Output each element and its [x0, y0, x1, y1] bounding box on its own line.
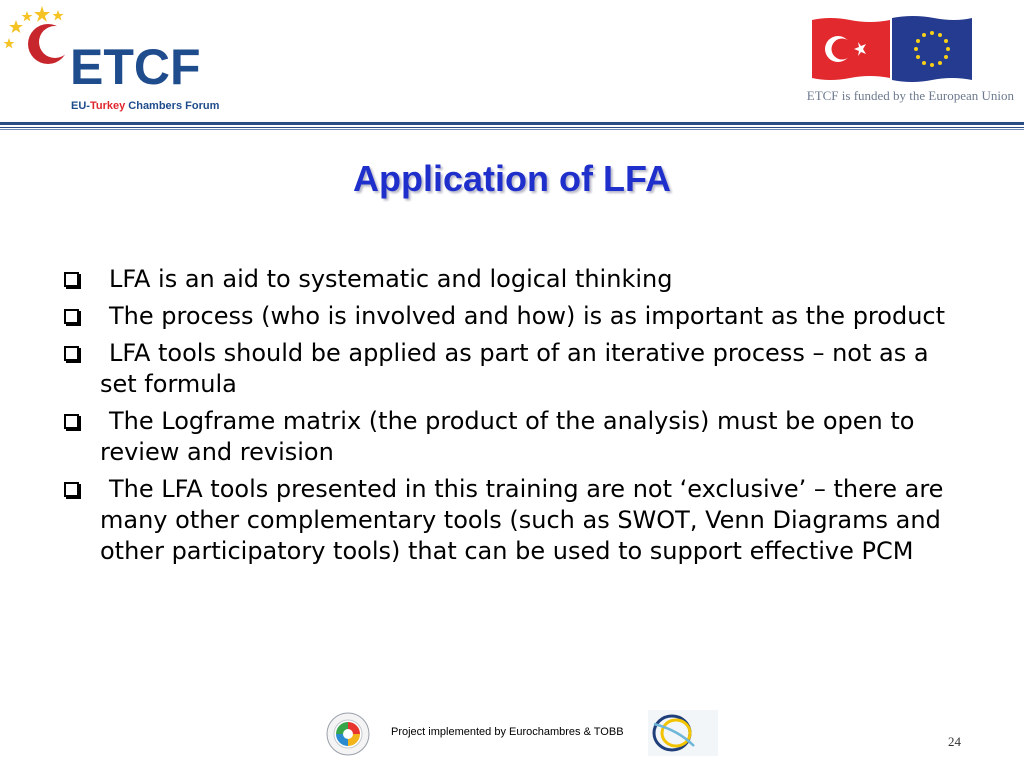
bullet-item — [60, 406, 960, 468]
checkbox-bullet-icon — [64, 414, 79, 429]
checkbox-bullet-icon — [64, 482, 79, 497]
page-number: 24 — [948, 734, 961, 749]
eurochambres-logo-icon — [648, 710, 718, 756]
bullet-text: The Logframe matrix (the product of the analysis) must be open to review and revision — [100, 407, 915, 466]
header-divider — [0, 127, 1024, 128]
checkbox-bullet-icon — [64, 346, 79, 361]
eu-flag-icon — [892, 16, 972, 82]
flags — [810, 14, 975, 84]
bullet-text: LFA tools should be applied as part of an iterative process – not as a set formula — [100, 339, 929, 398]
bullet-item — [60, 474, 960, 567]
header-divider — [0, 122, 1024, 125]
turkey-flag-icon — [812, 18, 890, 80]
bullet-item — [60, 301, 960, 332]
tobb-seal-icon — [326, 712, 370, 756]
slide-title: Application of LFA — [353, 158, 671, 199]
logo-subtitle: EU-Turkey Chambers Forum — [71, 100, 220, 112]
bullet-text: The LFA tools presented in this training are not ‘exclusive’ – there are many other complementary tools (such as SWOT, Venn Diagrams and other participatory tools) that can be used to support effective PCM — [100, 475, 944, 565]
bullet-item — [60, 338, 960, 400]
bullet-item — [60, 264, 960, 295]
footer-credit: Project implemented by Eurochambres & TOBB — [391, 726, 624, 738]
checkbox-bullet-icon — [64, 272, 79, 287]
checkbox-bullet-icon — [64, 309, 79, 324]
bullet-text: LFA is an aid to systematic and logical thinking — [109, 265, 673, 293]
bullet-list — [60, 264, 960, 573]
bullet-text: The process (who is involved and how) is as important as the product — [109, 302, 946, 330]
header-divider — [0, 129, 1024, 130]
logo-wordmark: ETCF — [70, 39, 201, 95]
etcf-logo — [0, 0, 230, 118]
funded-by-note: ETCF is funded by the European Union — [806, 88, 1014, 103]
crescent-stars-icon — [0, 0, 80, 70]
